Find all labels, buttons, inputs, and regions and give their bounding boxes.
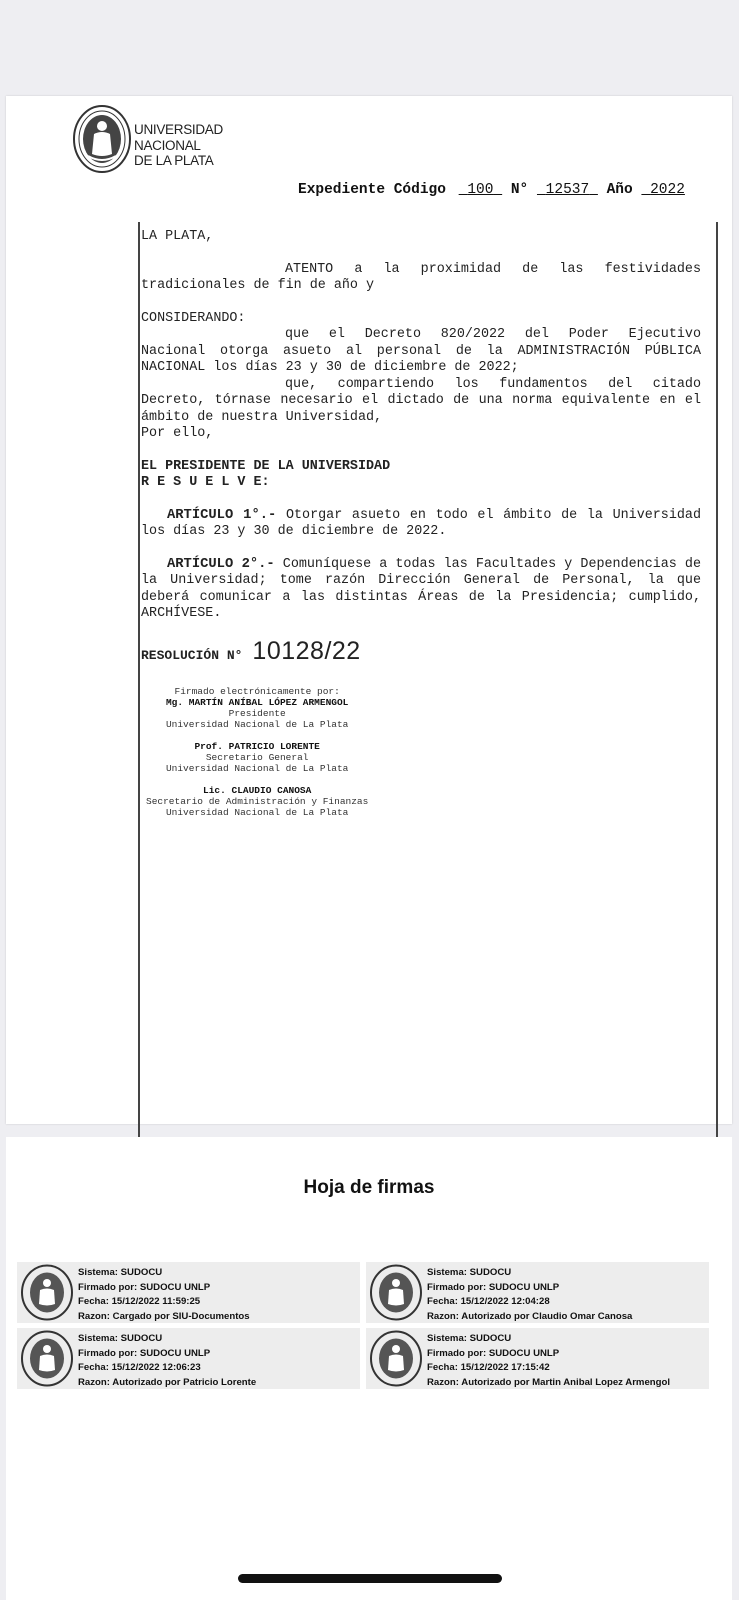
articulo-2-label: ARTÍCULO 2°.- — [167, 556, 275, 572]
document-page-2 — [6, 1137, 732, 1600]
articulo-2-text: Comuníquese a todas las Facultades y Dependencias de la Universidad; tome razón Dirección General de Personal, la que deberá comunicar a las distintas Áreas de la Presidencia; cumplido, ARCHÍVESE. — [141, 556, 701, 621]
sig-fecha: Fecha: 15/12/2022 12:06:23 — [78, 1362, 201, 1373]
home-indicator[interactable] — [238, 1574, 502, 1583]
signature-box-2 — [366, 1262, 709, 1323]
sig-fecha: Fecha: 15/12/2022 17:15:42 — [427, 1362, 550, 1373]
considerando-label: CONSIDERANDO: — [141, 310, 246, 326]
signature-box-3 — [17, 1328, 360, 1389]
university-logo — [72, 104, 232, 176]
resuelve-heading: R E S U E L V E: — [141, 475, 270, 490]
signer-role: Secretario de Administración y Finanzas — [146, 796, 369, 807]
sig-razon: Razon: Autorizado por Claudio Omar Canosa — [427, 1310, 633, 1322]
por-ello: Por ello, — [141, 426, 214, 441]
articulo-1 — [141, 508, 701, 541]
hoja-firmas-title: Hoja de firmas — [303, 1177, 435, 1198]
articulo-1-text: Otorgar asueto en todo el ámbito de la Universidad los días 23 y 30 de diciembre de 2022. — [141, 507, 701, 539]
expediente-numero: 12537 — [545, 182, 590, 198]
sig-fecha: Fecha: 15/12/2022 12:04:28 — [427, 1296, 550, 1307]
considerando-2: que, compartiendo los fundamentos del citado Decreto, tórnase necesario el dictado de una norma equivalente en el ámbito de nuestra Universidad, — [141, 376, 701, 425]
signer-name: Lic. CLAUDIO CANOSA — [203, 785, 312, 796]
considerando-1: que el Decreto 820/2022 del Poder Ejecutivo Nacional otorga asueto al personal de la ADMINISTRACIÓN PÚBLICA NACIONAL los días 23 y 30 de diciembre de 2022; — [141, 327, 701, 375]
university-seal-icon — [369, 1264, 423, 1321]
signer-org: Universidad Nacional de La Plata — [165, 807, 349, 818]
sig-razon: Razon: Cargado por SIU-Documentos — [78, 1310, 250, 1322]
left-margin-line — [138, 222, 140, 1222]
right-margin-line — [716, 222, 718, 1222]
signer-org: Universidad Nacional de La Plata — [165, 763, 349, 774]
university-seal-icon — [20, 1264, 74, 1321]
university-seal-icon — [20, 1330, 74, 1387]
signer-role: Presidente — [228, 708, 286, 719]
signer-name: Prof. PATRICIO LORENTE — [194, 741, 320, 752]
university-line-1: UNIVERSIDAD — [134, 122, 223, 137]
signer-3 — [146, 785, 368, 818]
expediente-label: Expediente Código — [298, 182, 446, 198]
signer-org: Universidad Nacional de La Plata — [165, 719, 349, 730]
sig-firmado: Firmado por: SUDOCU UNLP — [427, 1347, 560, 1359]
sig-sistema: Sistema: SUDOCU — [78, 1267, 163, 1278]
resolution-body — [141, 229, 701, 664]
expediente-line — [298, 182, 685, 198]
signers-intro: Firmado electrónicamente por: — [174, 686, 340, 697]
university-seal-icon — [369, 1330, 423, 1387]
university-seal-icon — [72, 104, 132, 174]
sig-sistema: Sistema: SUDOCU — [427, 1333, 512, 1344]
sig-firmado: Firmado por: SUDOCU UNLP — [78, 1281, 211, 1293]
electronic-signers — [146, 686, 368, 829]
signature-box-4 — [366, 1328, 709, 1389]
university-name — [134, 122, 223, 169]
signer-2 — [146, 741, 368, 774]
sig-firmado: Firmado por: SUDOCU UNLP — [427, 1281, 560, 1293]
signer-1 — [146, 686, 368, 730]
university-line-3: DE LA PLATA — [134, 153, 214, 168]
resolucion-label: RESOLUCIÓN N° — [141, 647, 243, 663]
document-page-1 — [6, 96, 732, 1124]
university-line-2: NACIONAL — [134, 137, 201, 153]
sig-razon: Razon: Autorizado por Martin Anibal Lopez Armengol — [427, 1376, 671, 1388]
lugar: LA PLATA, — [141, 229, 214, 244]
resolucion-number: 10128/22 — [252, 636, 361, 665]
sig-razon: Razon: Autorizado por Patricio Lorente — [78, 1376, 257, 1388]
sig-fecha: Fecha: 15/12/2022 11:59:25 — [78, 1296, 201, 1307]
expediente-n-label: N° — [510, 182, 529, 198]
sig-sistema: Sistema: SUDOCU — [78, 1333, 163, 1344]
sig-sistema: Sistema: SUDOCU — [427, 1267, 512, 1278]
resolucion-line — [141, 636, 701, 665]
sig-firmado: Firmado por: SUDOCU UNLP — [78, 1347, 211, 1359]
atento-paragraph: ATENTO a la proximidad de las festividades tradicionales de fin de año y — [141, 261, 701, 293]
signer-name: Mg. MARTÍN ANÍBAL LÓPEZ ARMENGOL — [165, 697, 349, 708]
expediente-anio: 2022 — [650, 182, 685, 198]
articulo-1-label: ARTÍCULO 1°.- — [167, 507, 277, 523]
articulo-2 — [141, 557, 701, 623]
signature-box-1 — [17, 1262, 360, 1323]
expediente-codigo: 100 — [467, 182, 494, 198]
presidente-heading: EL PRESIDENTE DE LA UNIVERSIDAD — [141, 458, 391, 474]
signer-role: Secretario General — [205, 752, 309, 763]
expediente-anio-label: Año — [606, 182, 633, 198]
